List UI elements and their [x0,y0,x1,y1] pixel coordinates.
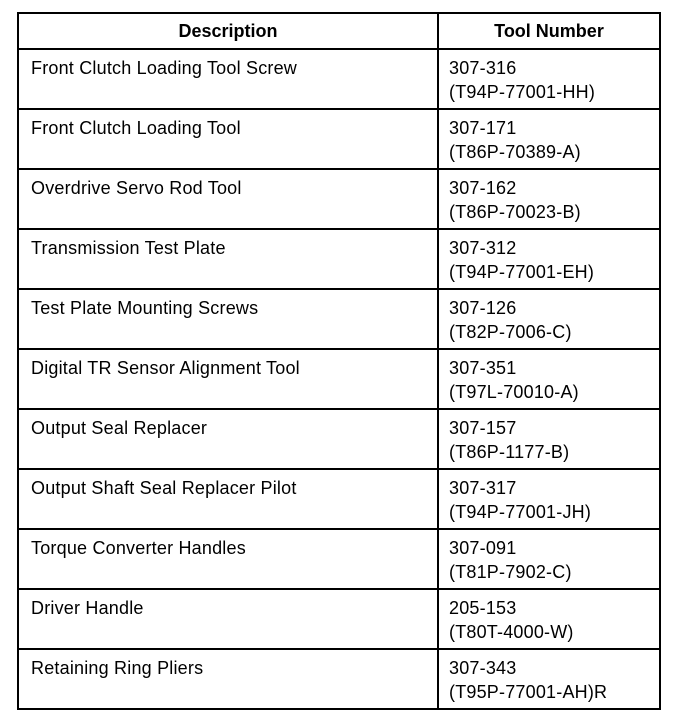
description-cell: Test Plate Mounting Screws [18,289,438,349]
tool-number-cell [438,109,660,169]
description-cell: Output Seal Replacer [18,409,438,469]
tool-number: 205-153 [449,598,517,618]
description-cell: Front Clutch Loading Tool [18,109,438,169]
description-cell: Retaining Ring Pliers [18,649,438,709]
special-tools-table [17,12,661,710]
tool-code: (T95P-77001-AH)R [449,682,608,702]
tool-number-column-header: Tool Number [438,13,660,49]
table-row [18,49,660,109]
description-cell: Transmission Test Plate [18,229,438,289]
tool-number: 307-157 [449,418,517,438]
table-row [18,589,660,649]
tool-number: 307-316 [449,58,517,78]
description-cell: Driver Handle [18,589,438,649]
tool-number-cell [438,49,660,109]
tool-number-cell [438,289,660,349]
table-row [18,109,660,169]
tool-number: 307-351 [449,358,517,378]
description-cell: Front Clutch Loading Tool Screw [18,49,438,109]
tool-number-cell [438,589,660,649]
tool-number: 307-317 [449,478,517,498]
table-row [18,229,660,289]
tool-code: (T94P-77001-JH) [449,502,592,522]
table-row [18,409,660,469]
table-row [18,529,660,589]
tool-number-cell [438,469,660,529]
table-row [18,469,660,529]
tool-number-cell [438,649,660,709]
tool-number-cell [438,529,660,589]
description-column-header: Description [18,13,438,49]
tool-number: 307-126 [449,298,517,318]
tool-number: 307-162 [449,178,517,198]
tool-code: (T80T-4000-W) [449,622,574,642]
tool-code: (T86P-70389-A) [449,142,581,162]
tool-number-cell [438,349,660,409]
tool-code: (T82P-7006-C) [449,322,572,342]
tool-number: 307-312 [449,238,517,258]
table-row [18,649,660,709]
table-row [18,289,660,349]
description-cell: Digital TR Sensor Alignment Tool [18,349,438,409]
tool-code: (T94P-77001-EH) [449,262,595,282]
tool-number: 307-091 [449,538,517,558]
description-cell: Overdrive Servo Rod Tool [18,169,438,229]
tool-code: (T94P-77001-HH) [449,82,596,102]
tool-code: (T86P-70023-B) [449,202,581,222]
tool-number: 307-343 [449,658,517,678]
tool-number-cell [438,409,660,469]
table-header-row [18,13,660,49]
tool-code: (T81P-7902-C) [449,562,572,582]
tool-number-cell [438,169,660,229]
tool-number-cell [438,229,660,289]
tool-code: (T86P-1177-B) [449,442,570,462]
description-cell: Output Shaft Seal Replacer Pilot [18,469,438,529]
table-row [18,169,660,229]
table-row [18,349,660,409]
description-cell: Torque Converter Handles [18,529,438,589]
tool-code: (T97L-70010-A) [449,382,579,402]
tool-number: 307-171 [449,118,517,138]
